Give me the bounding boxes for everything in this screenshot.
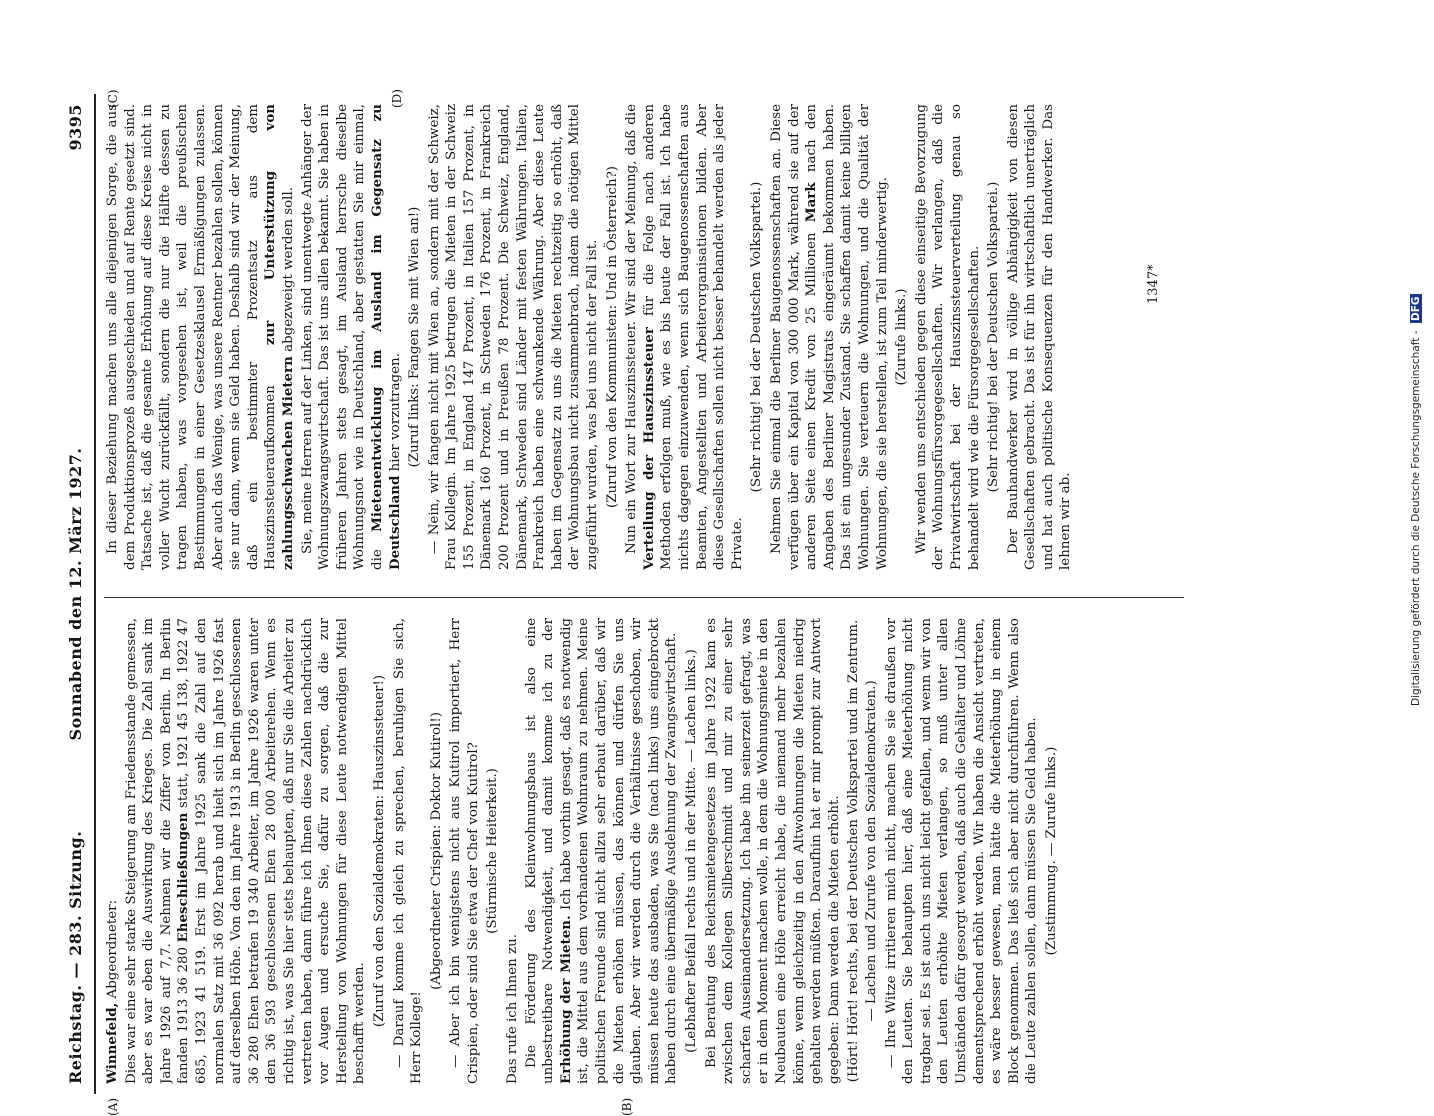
right-column-paragraph: (Sehr richtig! bei der Deutschen Volkspartei.) — [986, 181, 1002, 493]
left-column-paragraph: Die Förderung des Kleinwohnungsbaus ist also eine unbestreitbare Notwendigkeit, und damit komme ich zu der Erhöhung der Mieten. Ich habe vorhin gesagt, daß es notwendig ist, die Mittel aus dem vorhandenen Wohnraum zu nehmen. Meine politischen Freunde sind nicht allzu sehr erbaut darüber, daß wir die Mieten erhöhen müssen, das können und dürfen Sie uns glauben. Aber wir werden durch die Verhältnisse geschoben, wir müssen heute das ausbaden, was Sie (nach links) uns eingebrockt haben durch eine übermäßige Ausdehnung der Zwangswirtschaft. — [523, 618, 680, 1084]
right-column-paragraph: Wir wenden uns entschieden gegen diese einseitige Bevorzugung der Wohnungsfürsorgegesellschaften. Wir verlangen, daß die Privatwirtschaft bei der Hauszinssteuerverteilung genau so behandelt wird wie die Fürsorgegesellschaften. — [913, 104, 982, 570]
right-column-paragraph: (Sehr richtig! bei der Deutschen Volkspartei.) — [749, 181, 765, 493]
right-column-paragraph: Nehmen Sie einmal die Berliner Baugenossenschaften an. Diese verfügen über ein Kapital von 300 000 Mark, während sie auf der anderen Seite einen Kredit von 25 Millionen Mark nach den Angaben des Berliner Magistrats eingeräumt bekommen haben. Das ist ein ungesunder Zustand. Sie schaffen damit keine billigen Wohnungen. Sie verteuern die Wohnungen, und die Qualität der Wohnungen, die sie herstellen, ist zum Teil minderwertig. — [768, 104, 890, 570]
left-column-paragraph: Dies war eine sehr starke Steigerung am Friedensstande gemessen, aber es war eben die Auswirkung des Krieges. Die Zahl sank im Jahre 1926 auf 7,7. Nehmen wir die Ziffer von Berlin. In Berlin fanden 1913 36 280 Eheschließungen statt, 1921 45 138, 1922 47 685, 1923 41 519. Erst im Jahre 1925 sank die Zahl auf den normalen Satz mit 36 092 herab und hielt sich im Jahre 1926 fast auf derselben Höhe. Von den im Jahre 1913 in Berlin geschlossenen 36 280 Ehen betrafen 19 340 Arbeiter, im Jahre 1926 waren unter den 36 593 geschlossenen Ehen 28 000 Arbeiterehen. Wenn es richtig ist, was Sie hier stets behaupten, daß nur Sie die Arbeiter zu vertreten haben, dann führe ich Ihnen diese Zahlen nachdrücklich vor Augen und ersuche Sie, dafür zu sorgen, daß die zur Herstellung von Wohnungen für diese Leute notwendigen Mittel beschafft werden. — [123, 618, 368, 1084]
left-column-paragraph: (Zuruf von den Sozialdemokraten: Hauszinssteuer!) — [371, 674, 387, 1028]
header-date: Sonnabend den 12. März 1927. — [65, 447, 85, 741]
left-column-paragraph: Winnefeld, Abgeordneter: — [104, 899, 120, 1084]
left-column-paragraph: Bei Beratung des Reichsmietengesetzes im Jahre 1922 kam es zwischen dem Kollegen Silberschmidt und mir zu einer sehr scharfen Auseinandersetzung. Ich habe ihn seinerzeit gefragt, was er in dem Moment machen wolle, in dem die Wohnungsmiete in den Neubauten eine Höhe erreicht habe, die niemand mehr bezahlen könne, wenn gleichzeitig in den Altwohnungen die Mieten niedrig gehalten werden müßten. Daraufhin hat er mir prompt zur Antwort gegeben: Dann werden die Mieten erhöht. — [703, 618, 842, 1084]
left-column-paragraph: (Stürmische Heiterkeit.) — [485, 768, 501, 934]
left-column-paragraph: — Ihre Witze irritieren mich nicht, machen Sie sie draußen vor den Leuten. Sie behaupten hier, daß eine Mieterhöhung nicht tragbar sei. Es ist auch uns nicht leicht gefallen, und wenn wir von den Leuten erhöhte Mieten verlangen, so muß unter allen Umständen dafür gesorgt werden, daß auch die Gehälter und Löhne dementsprechend erhöht werden. Wir haben die Ansicht vertreten, es wäre besser gewesen, man hätte die Mieterhöhung in einem Block genommen. Das ließ sich aber nicht durchführen. Wenn also die Leute zahlen sollen, dann müssen Sie Geld haben. — [883, 618, 1040, 1084]
left-column-paragraph: — Aber ich bin wenigstens nicht aus Kutirol importiert, Herr Crispien, oder sind Sie etwa der Chef von Kutirol? — [448, 618, 481, 1084]
left-column-paragraph: (Lebhafter Beifall rechts und in der Mitte. — Lachen links.) — [684, 649, 699, 1053]
header-left: Reichstag. — 283. Sitzung. — [65, 830, 85, 1084]
right-column-paragraph: Nun ein Wort zur Hauszinssteuer. Wir sind der Meinung, daß die Verteilung der Hauszinssteuer für die Folge nach anderen Methoden erfolgen muß, wie es bis heute der Fall ist. Ich habe nichts dagegen einzuwenden, wenn sich Baugenossenschaften aus Beamten, Angestellten und Arbeiterorganisationen bilden. Aber diese Gesellschaften sollen nicht besser behandelt werden als jeder Private. — [624, 104, 745, 570]
right-column-paragraph: (Zurufe links.) — [894, 288, 910, 386]
page-header — [60, 94, 90, 1094]
digitization-note — [1410, 20, 1430, 980]
right-column — [104, 104, 1204, 570]
right-column-paragraph: (Zuruf von den Kommunisten: Und in Österreich?) — [604, 165, 620, 509]
header-rule — [94, 94, 96, 1094]
rotated-page — [60, 89, 1220, 1116]
marker-d: (D) — [390, 89, 404, 108]
left-column — [104, 618, 1204, 1084]
right-column-paragraph: (Zuruf links: Fangen Sie mit Wien an!) — [407, 206, 423, 468]
dfg-logo: DFG — [1410, 296, 1422, 321]
left-column-paragraph: (Hört! Hört! rechts, bei der Deutschen Volkspartei und im Zentrum. — Lachen und Zurufe von den Sozialdemokraten.) — [846, 619, 879, 1083]
column-divider — [104, 597, 1184, 598]
right-column-paragraph: Der Bauhandwerker wird in völlige Abhängigkeit von diesen Gesellschaften gebracht. Das ist für ihn wirtschaftlich unerträglich und hat auch politische Konsequenzen für den Handwerker. Das lehnen wir ab. — [1005, 104, 1074, 570]
right-column-paragraph: In dieser Beziehung machen uns alle diejenigen Sorge, die aus dem Produktionsprozeß ausgeschieden und auf Rente gesetzt sind. Tatsache ist, daß die gesamte Erhöhung auf diese Kreise nicht in voller Wucht zurückfällt, sondern die nur die Hälfte dessen zu tragen haben, was vorgesehen ist, weil die preußischen Bestimmungen in einer Gesetzesklausel Ermäßigungen zulassen. Aber auch das Wenige, was unsere Rentner bezahlen sollen, können sie nur dann, wenn sie Geld haben. Deshalb sind wir der Meinung, daß ein bestimmter Prozentsatz aus dem Hauszinssteueraufkommen zur Unterstützung von zahlungsschwachen Mietern abgezweigt werden soll. — [105, 104, 296, 570]
right-column-paragraph: — Nein, wir fangen nicht mit Wien an, sondern mit der Schweiz, Frau Kollegin. Im Jahre 1925 betrugen die Mieten in der Schweiz 155 Prozent, in England 147 Prozent, in Italien 157 Prozent, in Dänemark 160 Prozent, in Schweden 176 Prozent, in Frankreich 200 Prozent und in Preußen 78 Prozent. Die Schweiz, England, Dänemark, Schweden sind Länder mit festen Währungen. Italien, Frankreich haben eine schwankende Währung. Aber diese Leute haben im Gegensatz zu uns die Mieten rechtzeitig so erhöht, daß der Wohnungsbau nicht zusammenbrach, indem die nötigen Mittel zugeführt wurden, was bei uns nicht der Fall ist. — [426, 104, 601, 570]
marker-a: (A) — [106, 1097, 120, 1116]
left-column-paragraph: (Zustimmung. — Zurufe links.) — [1043, 746, 1059, 956]
left-column-paragraph: Das rufe ich Ihnen zu. — [505, 934, 521, 1084]
document-sheet — [60, 89, 1220, 1116]
page-number: 9395 — [65, 104, 85, 151]
signature-mark: 1347* — [1146, 264, 1161, 304]
marker-c: (C) — [106, 89, 120, 108]
digitization-text: Digitalisierung gefördert durch die Deutsche Forschungsgemeinschaft - — [1410, 326, 1422, 706]
left-column-paragraph: — Darauf komme ich gleich zu sprechen, beruhigen Sie sich, Herr Kollege! — [391, 618, 425, 1084]
marker-b: (B) — [620, 1097, 634, 1116]
left-column-paragraph: (Abgeordneter Crispien: Doktor Kutirol!) — [428, 712, 444, 990]
right-column-paragraph: Sie, meine Herren auf der Linken, sind unentwegte Anhänger der Wohnungszwangswirtschaft. Das ist uns allen bekannt. Sie haben in früheren Jahren stets gesagt, im Ausland herrsche dieselbe Wohnungsnot wie in Deutschland, aber gestatten Sie mir einmal, die Mietenentwicklung im Ausland im Gegensatz zu Deutschland hier vorzutragen. — [299, 104, 403, 570]
